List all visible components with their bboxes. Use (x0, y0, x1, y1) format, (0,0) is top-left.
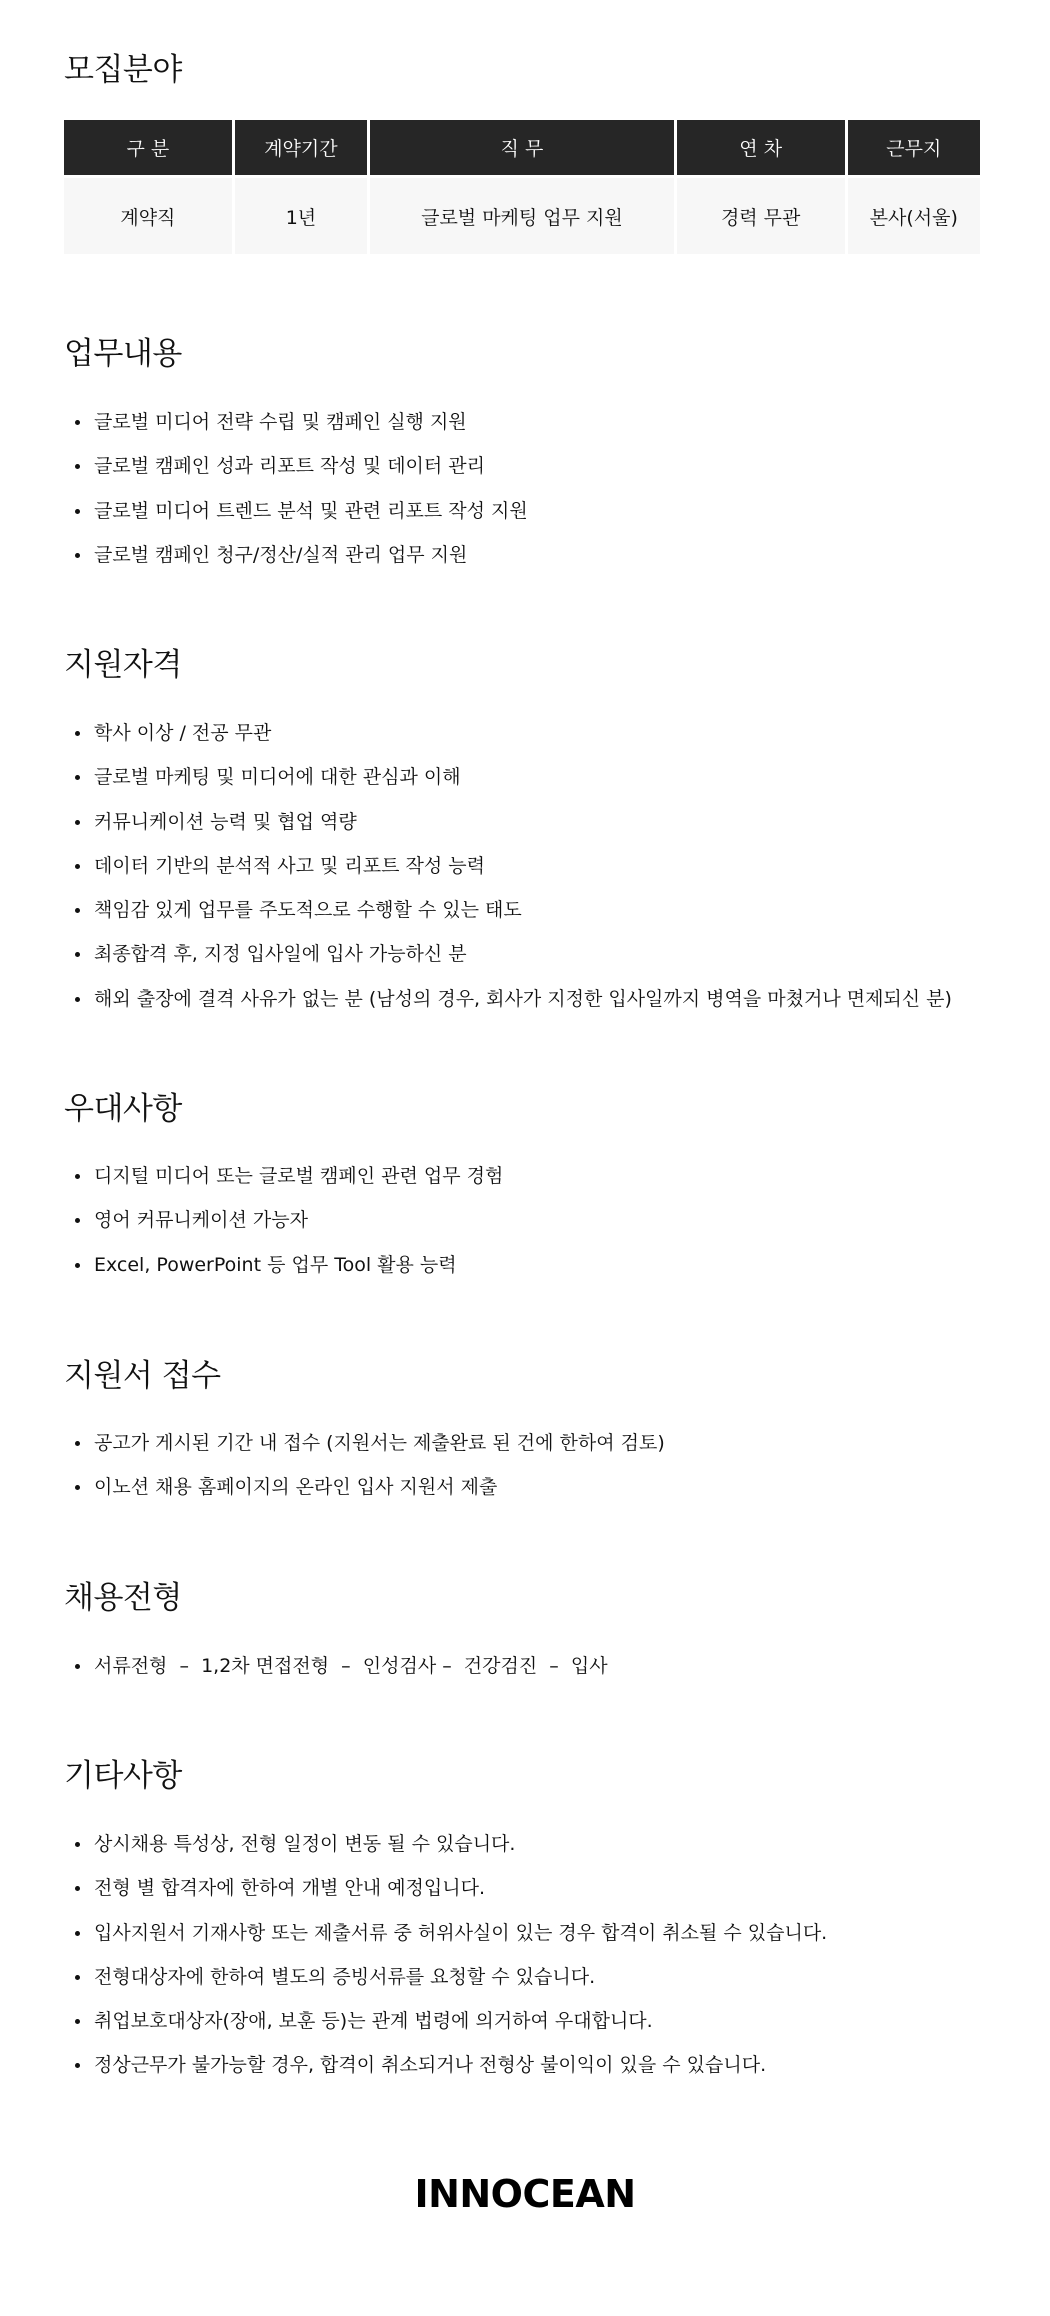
list-item: 전형대상자에 한하여 별도의 증빙서류를 요청할 수 있습니다. (64, 1955, 827, 1999)
list-item: 커뮤니케이션 능력 및 협업 역량 (64, 800, 952, 844)
list-item: 글로벌 마케팅 및 미디어에 대한 관심과 이해 (64, 755, 952, 799)
preferences-title: 우대사항 (64, 1091, 182, 1127)
list-item: 취업보호대상자(장애, 보훈 등)는 관계 법령에 의거하여 우대합니다. (64, 1999, 827, 2043)
cell-job: 글로벌 마케팅 업무 지원 (370, 178, 674, 254)
cell-experience: 경력 무관 (677, 178, 845, 254)
table-row (64, 178, 980, 254)
etc-list (64, 1822, 827, 2088)
list-item: 글로벌 캠페인 성과 리포트 작성 및 데이터 관리 (64, 444, 528, 488)
cell-location: 본사(서울) (848, 178, 980, 254)
list-item: 해외 출장에 결격 사유가 없는 분 (남성의 경우, 회사가 지정한 입사일까지 병역을 마쳤거나 면제되신 분) (64, 977, 952, 1021)
process-list (64, 1644, 608, 1688)
innocean-logo: INNOCEAN (414, 2172, 636, 2216)
list-item: 책임감 있게 업무를 주도적으로 수행할 수 있는 태도 (64, 888, 952, 932)
list-item: 영어 커뮤니케이션 가능자 (64, 1198, 503, 1242)
list-item: 디지털 미디어 또는 글로벌 캠페인 관련 업무 경험 (64, 1154, 503, 1198)
preferences-list (64, 1154, 503, 1287)
recruit-field-title: 모집분야 (64, 52, 182, 88)
list-item: 이노션 채용 홈페이지의 온라인 입사 지원서 제출 (64, 1465, 665, 1509)
list-item: 학사 이상 / 전공 무관 (64, 711, 952, 755)
header-location: 근무지 (848, 120, 980, 178)
header-category: 구 분 (64, 120, 232, 178)
header-experience: 연 차 (677, 120, 845, 178)
list-item: Excel, PowerPoint 등 업무 Tool 활용 능력 (64, 1243, 503, 1287)
process-title: 채용전형 (64, 1580, 182, 1616)
header-job: 직 무 (370, 120, 674, 178)
list-item: 글로벌 미디어 전략 수립 및 캠페인 실행 지원 (64, 400, 528, 444)
cell-contract-period: 1년 (235, 178, 367, 254)
header-contract-period: 계약기간 (235, 120, 367, 178)
list-item: 데이터 기반의 분석적 사고 및 리포트 작성 능력 (64, 844, 952, 888)
list-item: 서류전형 – 1,2차 면접전형 – 인성검사 – 건강검진 – 입사 (64, 1644, 608, 1688)
qualifications-list (64, 711, 952, 1021)
list-item: 상시채용 특성상, 전형 일정이 변동 될 수 있습니다. (64, 1822, 827, 1866)
duties-list (64, 400, 528, 577)
application-title: 지원서 접수 (64, 1358, 221, 1394)
recruit-field-table (61, 120, 983, 254)
table-header-row (64, 120, 980, 178)
list-item: 최종합격 후, 지정 입사일에 입사 가능하신 분 (64, 932, 952, 976)
qualifications-title: 지원자격 (64, 647, 182, 683)
cell-category: 계약직 (64, 178, 232, 254)
list-item: 정상근무가 불가능할 경우, 합격이 취소되거나 전형상 불이익이 있을 수 있습니다. (64, 2043, 827, 2087)
list-item: 입사지원서 기재사항 또는 제출서류 중 허위사실이 있는 경우 합격이 취소될 수 있습니다. (64, 1911, 827, 1955)
list-item: 전형 별 합격자에 한하여 개별 안내 예정입니다. (64, 1866, 827, 1910)
list-item: 공고가 게시된 기간 내 접수 (지원서는 제출완료 된 건에 한하여 검토) (64, 1421, 665, 1465)
list-item: 글로벌 캠페인 청구/정산/실적 관리 업무 지원 (64, 533, 528, 577)
duties-title: 업무내용 (64, 336, 182, 372)
etc-title: 기타사항 (64, 1758, 182, 1794)
application-list (64, 1421, 665, 1510)
list-item: 글로벌 미디어 트렌드 분석 및 관련 리포트 작성 지원 (64, 489, 528, 533)
